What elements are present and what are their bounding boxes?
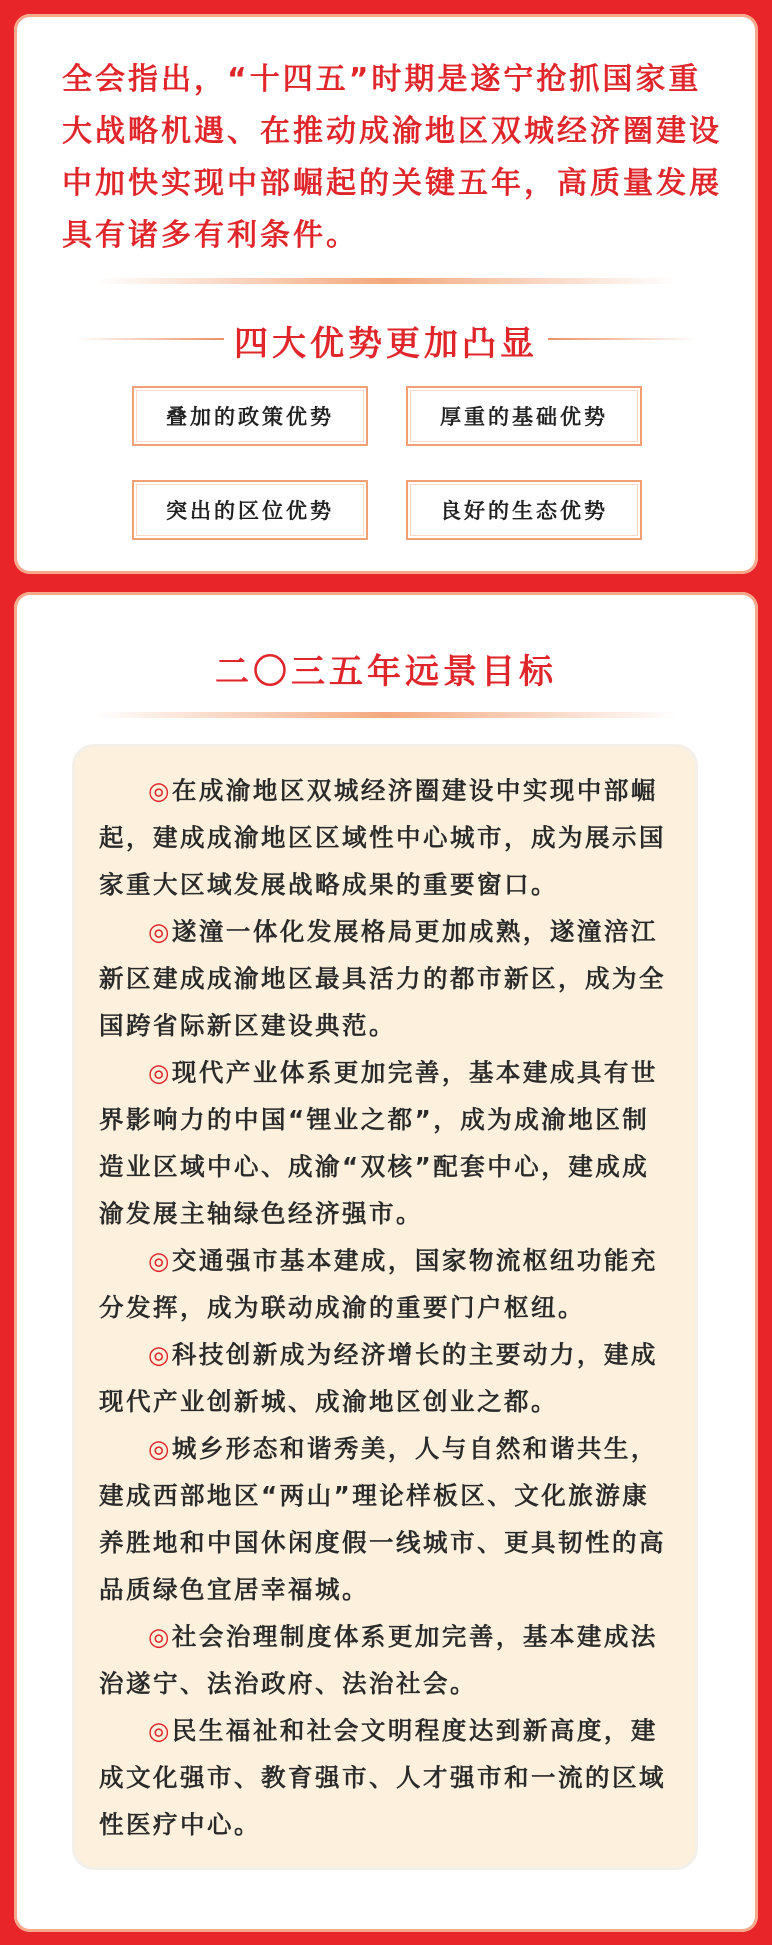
goal-text: 现代产业体系更加完善，基本建成具有世界影响力的中国“锂业之都”，成为成渝地区制造业区域中心、成渝“双核”配套中心，建成成渝发展主轴绿色经济强市。 <box>99 1058 658 1228</box>
advantage-item: 厚重的基础优势 <box>406 386 642 446</box>
goal-item <box>99 1237 675 1331</box>
goal-item <box>99 1425 675 1613</box>
intro-card <box>14 14 758 574</box>
goal-text: 科技创新成为经济增长的主要动力，建成现代产业创新城、成渝地区创业之都。 <box>99 1340 658 1416</box>
bullet-marker-icon: ◎ <box>148 917 172 946</box>
divider <box>94 278 678 284</box>
advantages-title: 四大优势更加凸显 <box>234 324 538 364</box>
advantage-item: 叠加的政策优势 <box>132 386 368 446</box>
advantage-item: 良好的生态优势 <box>406 480 642 540</box>
bullet-marker-icon: ◎ <box>148 1622 172 1651</box>
vision-card <box>14 592 758 1932</box>
advantage-item: 突出的区位优势 <box>132 480 368 540</box>
bullet-marker-icon: ◎ <box>148 1246 172 1275</box>
goal-text: 遂潼一体化发展格局更加成熟，遂潼涪江新区建成成渝地区最具活力的都市新区，成为全国跨省际新区建设典范。 <box>99 917 666 1040</box>
goal-item <box>99 1049 675 1237</box>
intro-text: 全会指出，“十四五”时期是遂宁抢抓国家重大战略机遇、在推动成渝地区双城经济圈建设中加快实现中部崛起的关键五年，高质量发展具有诸多有利条件。 <box>62 62 722 253</box>
goal-text: 城乡形态和谐秀美，人与自然和谐共生，建成西部地区“两山”理论样板区、文化旅游康养胜地和中国休闲度假一线城市、更具韧性的高品质绿色宜居幸福城。 <box>99 1434 666 1604</box>
goal-text: 社会治理制度体系更加完善，基本建成法治遂宁、法治政府、法治社会。 <box>99 1622 658 1698</box>
bullet-marker-icon: ◎ <box>148 1058 172 1087</box>
goal-item <box>99 1613 675 1707</box>
title-line-right <box>548 338 698 340</box>
goal-text: 民生福祉和社会文明程度达到新高度，建成文化强市、教育强市、人才强市和一流的区域性医疗中心。 <box>99 1716 666 1839</box>
goal-item <box>99 1331 675 1425</box>
goal-item <box>99 908 675 1049</box>
goal-item <box>99 1707 675 1848</box>
goals-panel <box>72 744 698 1870</box>
goal-text: 在成渝地区双城经济圈建设中实现中部崛起，建成成渝地区区域性中心城市，成为展示国家重大区域发展战略成果的重要窗口。 <box>99 776 666 899</box>
goals-list <box>99 767 675 1848</box>
bullet-marker-icon: ◎ <box>148 1716 172 1745</box>
goal-text: 交通强市基本建成，国家物流枢纽功能充分发挥，成为联动成渝的重要门户枢纽。 <box>99 1246 658 1322</box>
goal-item <box>99 767 675 908</box>
bullet-marker-icon: ◎ <box>148 1434 172 1463</box>
divider <box>94 712 678 718</box>
vision-title: 二〇三五年远景目标 <box>215 652 557 692</box>
bullet-marker-icon: ◎ <box>148 1340 172 1369</box>
bullet-marker-icon: ◎ <box>148 776 172 805</box>
